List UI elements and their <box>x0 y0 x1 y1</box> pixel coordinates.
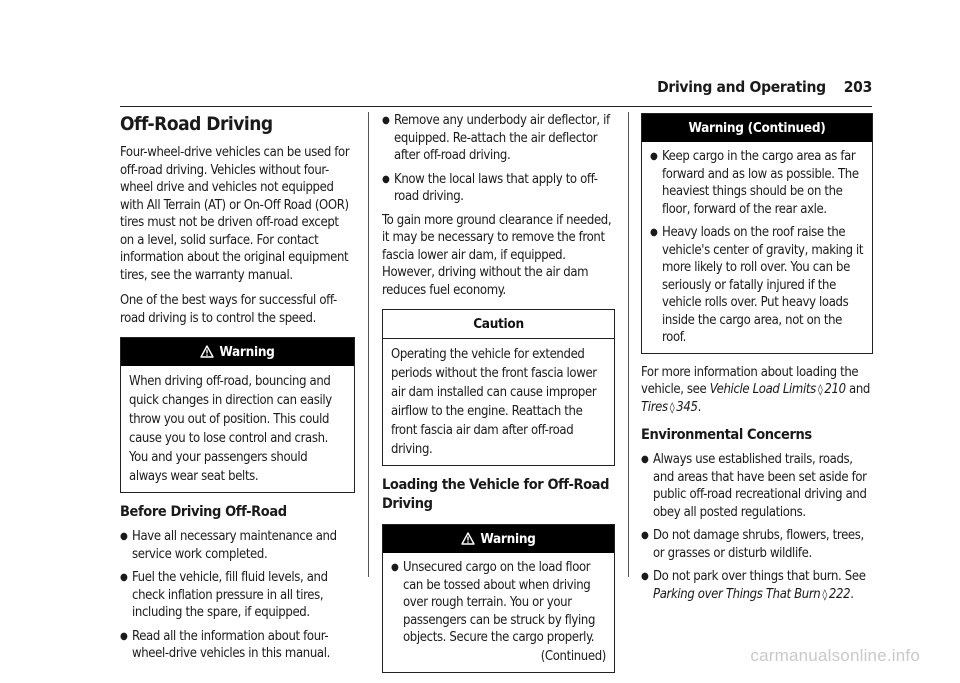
page-ref-210[interactable]: 210 <box>824 382 846 397</box>
list-item: ● Do not park over things that burn. See Parking over Things That Burn ◊ 222. <box>641 569 866 602</box>
environmental-list <box>641 451 873 603</box>
column-divider <box>368 112 369 577</box>
caution-header: Caution <box>383 310 614 339</box>
link-tires[interactable]: Tires <box>641 399 668 415</box>
list-item: ● Always use established trails, roads, and areas that have been set aside for public off-road recreational driving and obey all posted regulations. <box>641 452 867 520</box>
page-title: Off-Road Driving <box>120 113 273 135</box>
page-ref-icon: ◊ <box>817 383 823 396</box>
warning-box-continued <box>641 113 873 354</box>
list-item: ● Remove any underbody air deflector, if equipped. Re-attach the air deflector after off-road driving. <box>382 113 610 163</box>
column-2 <box>382 112 615 683</box>
loading-reference-paragraph: For more information about loading the vehicle, see Vehicle Load Limits ◊ 210 and Tires ◊ 345. <box>641 364 871 415</box>
page-ref-icon: ◊ <box>669 400 675 414</box>
list-item: ● Heavy loads on the roof raise the vehicle's center of gravity, making it more likely to roll over. You can be seriously or fatally injured if the vehicle rolls over. Put heavy loads inside the cargo area, not on the roof. <box>650 225 864 345</box>
watermark: carmanualsonline.info <box>750 646 920 665</box>
bullet-icon: ● <box>391 562 399 573</box>
page-ref-222[interactable]: 222 <box>828 586 851 602</box>
column-3 <box>641 113 873 609</box>
subheading-loading: Loading the Vehicle for Off-Road Driving <box>382 477 610 512</box>
subheading-environmental: Environmental Concerns <box>641 427 812 443</box>
warning-header <box>121 338 354 366</box>
list-item: ● Keep cargo in the cargo area as far forward and as low as possible. The heaviest things should be on the floor, forward of the rear axle. <box>650 149 859 217</box>
bullet-icon: ● <box>650 151 658 162</box>
page-ref-345[interactable]: 345 <box>676 399 698 415</box>
subheading-before-driving: Before Driving Off-Road <box>120 504 287 520</box>
bullet-icon: ● <box>120 572 128 583</box>
bullet-icon: ● <box>382 173 390 185</box>
list-item: ● Fuel the vehicle, fill fluid levels, and check inflation pressure in all tires, including the spare, if equipped. <box>120 570 328 620</box>
column-1 <box>120 112 355 669</box>
bullet-icon: ● <box>120 531 128 542</box>
page-header <box>640 78 872 102</box>
list-item: ● Have all necessary maintenance and service work completed. <box>120 529 337 562</box>
warning-title: Warning <box>219 344 275 360</box>
bullet-icon: ● <box>641 454 649 465</box>
caution-text: Operating the vehicle for extended periods without the front fascia lower air dam installed can cause improper airflow to the engine. Reattach the front fascia air dam after off-road driving. <box>391 347 597 457</box>
bullet-icon: ● <box>382 115 390 126</box>
link-vehicle-load-limits[interactable]: Vehicle Load Limits <box>709 382 816 397</box>
intro-paragraph: Four-wheel-drive vehicles can be used for off-road driving. Vehicles without four-wheel drive and vehicles not equipped with All Terrain (AT) or On-Off Road (OOR) tires must not be driven off-road except on a level, solid surface. For contact information about the original equipment tires, see the warranty manual. <box>120 145 350 283</box>
page-number: 203 <box>843 78 872 96</box>
warning-text: When driving off-road, bouncing and quick changes in direction can easily throw you out of position. This could cause you to lose control and crash. You and your passengers should always wear seat belts. <box>129 374 332 484</box>
warning-title: Warning <box>480 531 536 547</box>
prep-list <box>382 112 615 206</box>
footer <box>0 634 960 678</box>
page-ref-icon: ◊ <box>822 587 827 601</box>
header-rule <box>120 106 872 107</box>
bullet-icon: ● <box>650 227 658 238</box>
bullet-icon: ● <box>641 530 649 541</box>
bullet-icon: ● <box>120 630 128 642</box>
list-item: ● Unsecured cargo on the load floor can be tossed about when driving over rough terrain. You or your passengers can be struck by flying objects. Secure the cargo properly. <box>391 560 596 645</box>
warning-triangle-icon <box>461 527 475 555</box>
continued-note: (Continued) <box>540 648 606 664</box>
link-parking-over-things[interactable]: Parking over Things That Burn <box>653 586 821 602</box>
column-divider <box>628 112 629 577</box>
section-title: Driving and Operating <box>657 78 826 96</box>
caution-box <box>382 309 615 466</box>
list-item: ● Know the local laws that apply to off-road driving. <box>382 171 598 204</box>
warning-header <box>383 525 614 553</box>
bullet-icon: ● <box>641 571 649 582</box>
warning-box <box>120 337 355 493</box>
clearance-paragraph: To gain more ground clearance if needed, it may be necessary to remove the front fascia lower air dam, if equipped. However, driving without the air dam reduces fuel economy. <box>382 212 612 298</box>
warning-triangle-icon <box>200 340 214 368</box>
warning-header: Warning (Continued) <box>642 114 872 142</box>
list-item: ● Do not damage shrubs, flowers, trees, or grasses or disturb wildlife. <box>641 528 864 561</box>
list-item: ● Read all the information about four-wheel-drive vehicles in this manual. <box>120 628 330 661</box>
speed-paragraph: One of the best ways for successful off-road driving is to control the speed. <box>120 293 337 326</box>
